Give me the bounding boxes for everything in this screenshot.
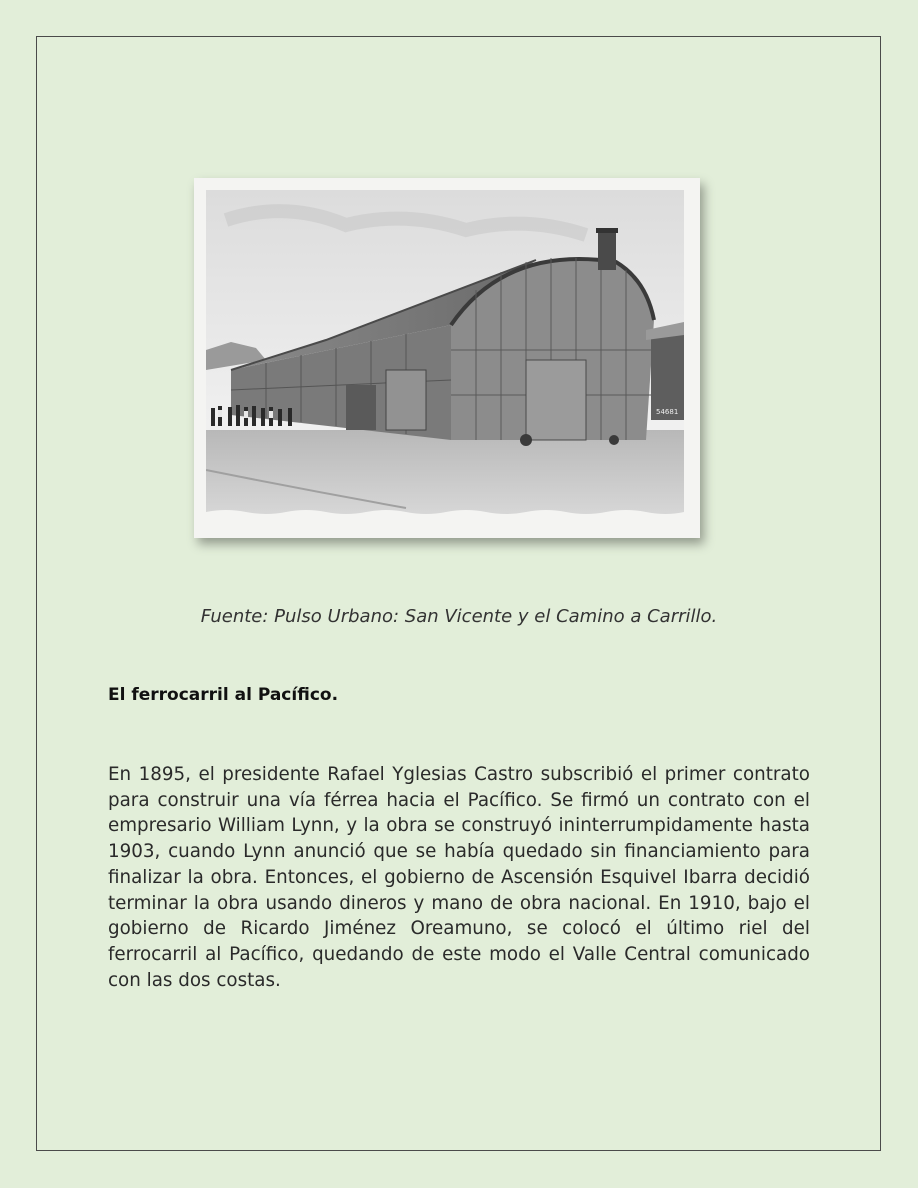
warehouse-photo-image — [206, 190, 684, 518]
body-paragraph: En 1895, el presidente Rafael Yglesias Castro subscribió el primer contrato para construir una vía férrea hacia el Pacífico. Se firmó un contrato con el empresario William Lynn, y la obra se construyó ininterrumpidamente hasta 1903, cuando Lynn anunció que se había quedado sin financiamiento para finalizar la obra. Entonces, el gobierno de Ascensión Esquivel Ibarra decidió terminar la obra usando dineros y mano de obra nacional. En 1910, bajo el gobierno de Ricardo Jiménez Oreamuno, se colocó el último riel del ferrocarril al Pacífico, quedando de este modo el Valle Central comunicado con las dos costas. — [108, 764, 810, 991]
photo-stamp-number: 54681 — [656, 408, 679, 416]
photo-caption: Fuente: Pulso Urbano: San Vicente y el Camino a Carrillo. — [200, 606, 718, 627]
historical-photo — [194, 178, 700, 538]
section-heading: El ferrocarril al Pacífico. — [108, 685, 339, 705]
